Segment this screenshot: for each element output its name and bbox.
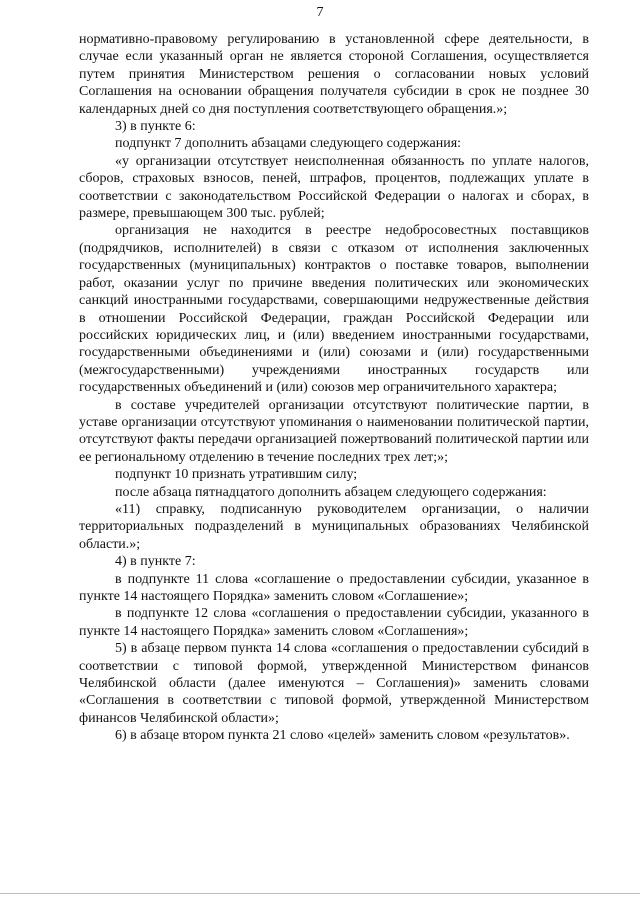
page-number: 7 (316, 5, 324, 20)
paragraph: 6) в абзаце втором пункта 21 слово «целей» заменить словом «результатов». (115, 728, 570, 744)
paragraph: в подпункте 11 слова «соглашение о предоставлении субсидии, указанное в пункте 14 настоящего Порядка» заменить словом «Соглашение»; (79, 571, 589, 604)
document-body (79, 31, 589, 745)
scan-edge-line (0, 893, 640, 894)
paragraph: организация не находится в реестре недобросовестных поставщиков (подрядчиков, исполнителей) в связи с отказом от исполнения заключенных государственных (муниципальных) контрактов о поставке товаров, выполнении работ, оказании услуг по причине введения политических или экономических санкций иностранными государствами, совершающими недружественные действия в отношении Российской Федерации, граждан Российской Федерации или российских юридических лиц, и (или) введением иностранными государствами, государственными объединениями и (или) союзами и (или) государственными (межгосударственными) учреждениями иностранных государств или государственных объединений и (или) союзов мер ограничительного характера; (79, 223, 589, 396)
paragraph: 3) в пункте 6: (115, 119, 196, 135)
paragraph: 5) в абзаце первом пункта 14 слова «соглашения о предоставлении субсидий в соответствии с типовой формой, утвержденной Министерством финансов Челябинской области (далее именуются – Соглашения)» заменить словами «Соглашения в соответствии с типовой формой, утвержденной Министерством финансов Челябинской области»; (79, 641, 589, 726)
paragraph: «11) справку, подписанную руководителем организации, о наличии территориальных подразделений в муниципальных образованиях Челябинской области.»; (79, 501, 589, 552)
paragraph: в подпункте 12 слова «соглашения о предоставлении субсидии, указанного в пункте 14 настоящего Порядка» заменить словом «Соглашения»; (79, 606, 589, 639)
paragraph: нормативно-правовому регулированию в установленной сфере деятельности, в случае если указанный орган не является стороной Соглашения, осуществляется путем принятия Министерством решения о согласовании новых условий Соглашения на основании обращения получателя субсидии в срок не позднее 30 календарных дней со дня поступления соответствующего обращения.»; (79, 32, 589, 117)
paragraph: 4) в пункте 7: (115, 554, 196, 570)
paragraph: в составе учредителей организации отсутствуют политические партии, в уставе организации отсутствуют упоминания о наименовании политической партии, отсутствуют факты передачи организацией пожертвований политической партии или ее региональному отделению в течение последних трех лет;»; (79, 397, 589, 465)
paragraph: после абзаца пятнадцатого дополнить абзацем следующего содержания: (115, 484, 547, 500)
paragraph: подпункт 7 дополнить абзацами следующего содержания: (115, 136, 462, 152)
paragraph: «у организации отсутствует неисполненная обязанность по уплате налогов, сборов, страховых взносов, пеней, штрафов, процентов, подлежащих уплате в соответствии с законодательством Российской Федерации о налогах и сборах, в размере, превышающем 300 тыс. рублей; (79, 153, 589, 222)
paragraph: подпункт 10 признать утратившим силу; (115, 467, 358, 483)
